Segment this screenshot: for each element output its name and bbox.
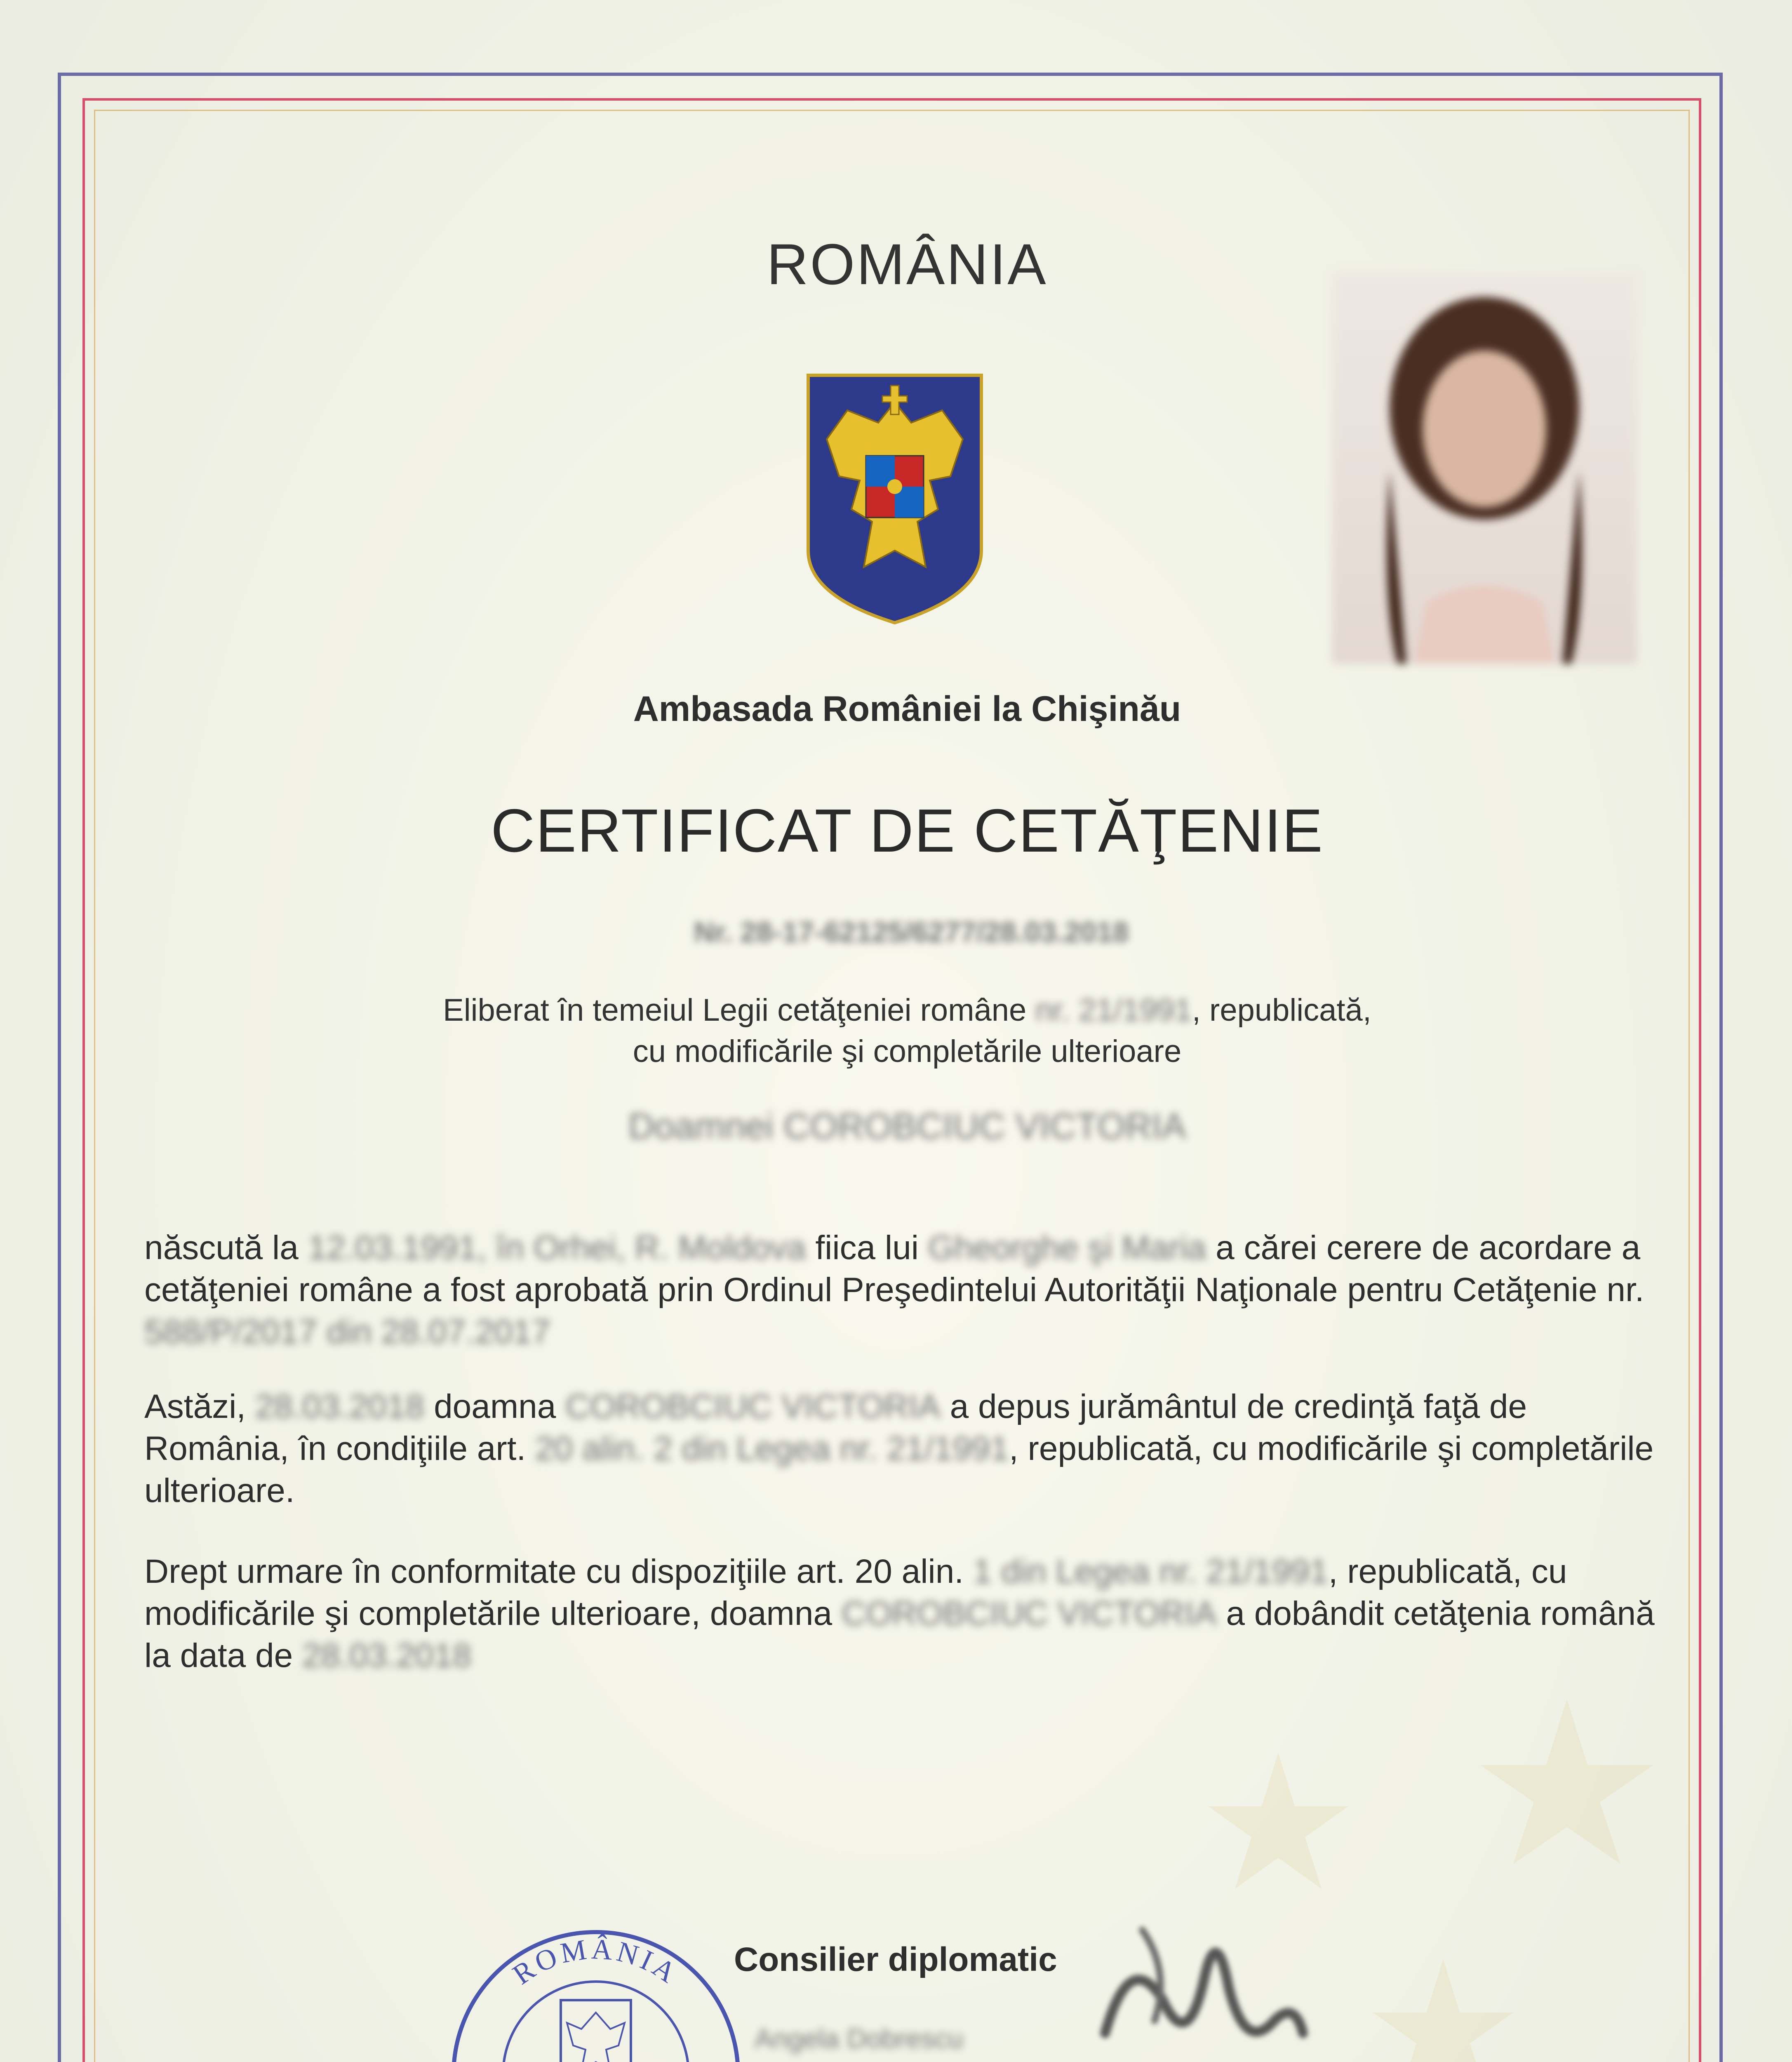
paragraph-oath-text2: doamna	[424, 1388, 566, 1425]
certificate-title: CERTIFICAT DE CETĂŢENIE	[491, 797, 1324, 865]
paragraph-birth	[144, 1227, 1670, 1353]
signer-name	[755, 2023, 1084, 2060]
certificate-number	[643, 916, 1179, 953]
legal-basis	[289, 990, 1526, 1072]
paragraph-oath-text3: a depus jurământul de credinţă faţă de România, în condiţiile art.	[144, 1388, 1527, 1467]
signer-name-value: Angela Dobrescu	[755, 2023, 964, 2054]
embassy-seal-stamp	[437, 1922, 755, 2062]
embassy-name: Ambasada României la Chişinău	[633, 689, 1181, 729]
acq-law-reference: 1 din Legea nr. 21/1991	[973, 1553, 1329, 1590]
order-number: 588/P/2017 din 28.07.2017	[144, 1313, 550, 1351]
certificate-number-value: Nr. 28-17-62125/6277/28.03.2018	[694, 916, 1129, 948]
paragraph-acq-text1: Drept urmare în conformitate cu dispoziţiile art. 20 alin.	[144, 1553, 973, 1590]
oath-date: 28.03.2018	[255, 1388, 425, 1425]
recipient-name-value: Doamnei COROBCIUC VICTORIA	[628, 1106, 1186, 1146]
holder-photo	[1332, 272, 1637, 664]
paragraph-acq-text2: , republicată, cu modificările şi completările ulterioare, doamna	[144, 1553, 1567, 1632]
seal-top-text: ROMÂNIA	[507, 1933, 684, 1991]
parents-names: Gheorghe şi Maria	[928, 1229, 1206, 1266]
acq-holder-name: COROBCIUC VICTORIA	[841, 1595, 1217, 1632]
legal-basis-line1: Eliberat în temeiul Legii cetăţeniei române	[443, 993, 1027, 1028]
paragraph-acq-text3: a dobândit cetăţenia română la data de	[144, 1595, 1655, 1674]
paragraph-oath	[144, 1386, 1670, 1512]
handwritten-signature	[1080, 1897, 1311, 2062]
signer-role: Consilier diplomatic	[734, 1941, 1057, 1978]
oath-law-article: 20 alin. 2 din Legea nr. 21/1991	[535, 1430, 1009, 1467]
paragraph-birth-text1: născută la	[144, 1229, 308, 1266]
coat-of-arms-icon	[806, 373, 983, 625]
paragraph-birth-text3: a cărei cerere de acordare a cetăţeniei române a fost aprobată prin Ordinul Preşedintelui Autorităţii Naţionale pentru Cetăţenie nr.	[144, 1229, 1644, 1309]
legal-basis-line1-end: , republicată,	[1192, 993, 1371, 1028]
legal-basis-law-number: nr. 21/1991	[1035, 993, 1192, 1028]
recipient-name	[577, 1105, 1237, 1155]
paragraph-acquisition	[144, 1551, 1670, 1677]
birth-details: 12.03.1991, în Orhei, R. Moldova	[308, 1229, 806, 1266]
legal-basis-line2: cu modificările şi completările ulterioare	[633, 1034, 1182, 1069]
acq-date: 28.03.2018	[302, 1637, 472, 1674]
paragraph-birth-text2: fiica lui	[806, 1229, 928, 1266]
paragraph-oath-text4: , republicată, cu modificările şi completările ulterioare.	[144, 1430, 1654, 1509]
oath-holder-name: COROBCIUC VICTORIA	[565, 1388, 941, 1425]
country-heading: ROMÂNIA	[767, 232, 1048, 297]
paragraph-oath-text1: Astăzi,	[144, 1388, 255, 1425]
